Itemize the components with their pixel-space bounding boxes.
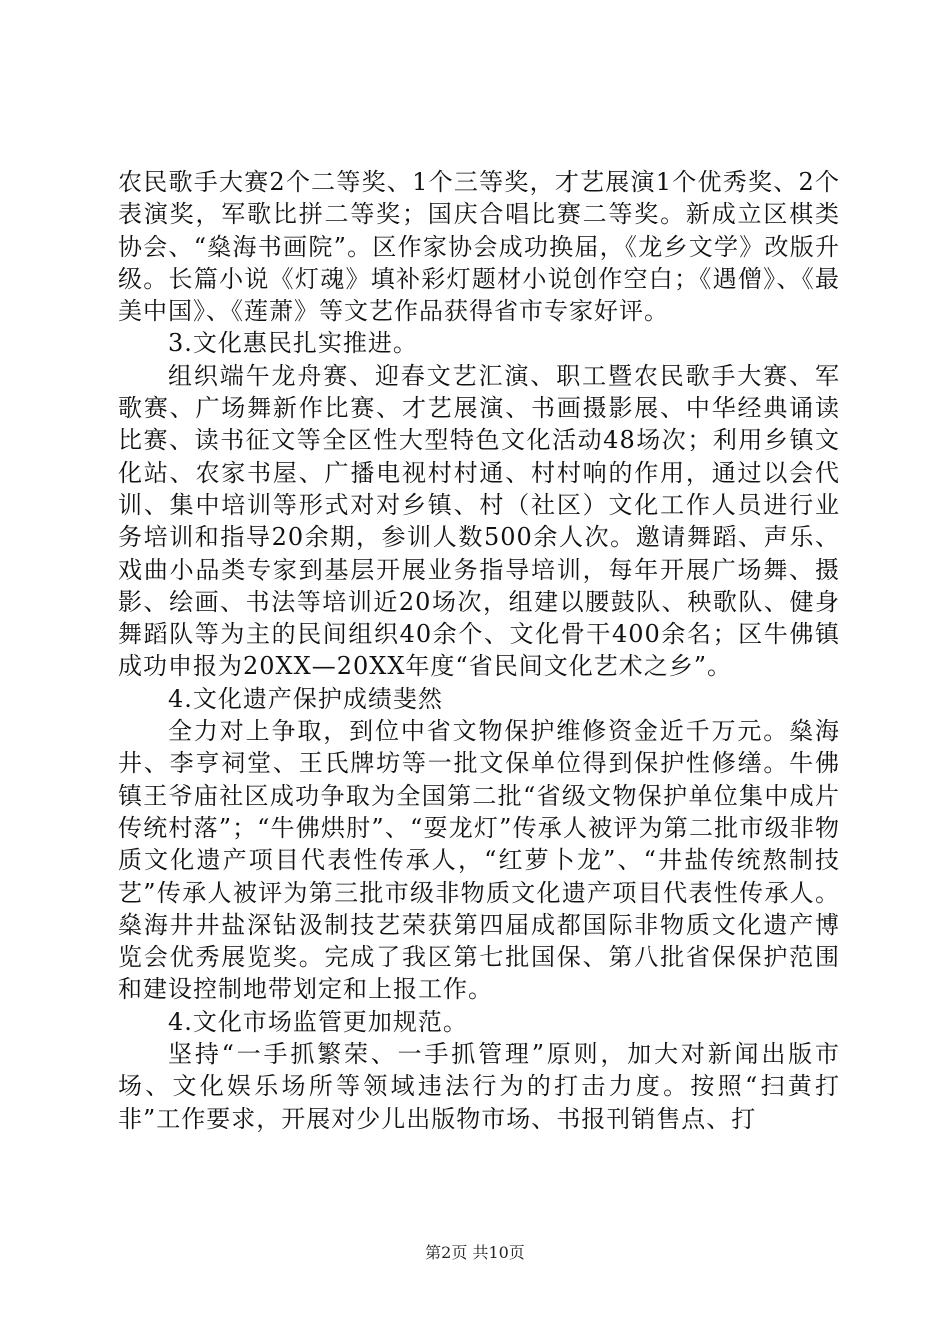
body-paragraph-3: 全力对上争取，到位中省文物保护维修资金近千万元。燊海井、李亨祠堂、王氏牌坊等一批文保单位得到保护性修缮。牛佛镇王爷庙社区成功争取为全国第二批“省级文物保护单位集中成片传统村落”；“牛佛烘肘”、“耍龙灯”传承人被评为第二批市级非物质文化遗产项目代表性传承人，“红萝卜龙”、“井盐传统熬制技艺”传承人被评为第三批市级非物质文化遗产项目代表性传承人。燊海井井盐深钻汲制技艺荣获第四届成都国际非物质文化遗产博览会优秀展览奖。完成了我区第七批国保、第八批省保保护范围和建设控制地带划定和上报工作。 <box>118 717 840 1004</box>
page-number-footer: 第2页 共10页 <box>425 1243 525 1262</box>
section-heading-4a: 4.文化遗产保护成绩斐然 <box>168 684 443 713</box>
body-paragraph-4: 坚持“一手抓繁荣、一手抓管理”原则，加大对新闻出版市场、文化娱乐场所等领域违法行为的打击力度。按照“扫黄打非”工作要求，开展对少儿出版物市场、书报刊销售点、打 <box>118 1040 840 1133</box>
body-paragraph-2: 组织端午龙舟赛、迎春文艺汇演、职工暨农民歌手大赛、军歌赛、广场舞新作比赛、才艺展演、书画摄影展、中华经典诵读比赛、读书征文等全区性大型特色文化活动48场次；利用乡镇文化站、农家书屋、广播电视村村通、村村响的作用，通过以会代训、集中培训等形式对对乡镇、村（社区）文化工作人员进行业务培训和指导20余期，参训人数500余人次。邀请舞蹈、声乐、戏曲小品类专家到基层开展业务指导培训，每年开展广场舞、摄影、绘画、书法等培训近20场次，组建以腰鼓队、秧歌队、健身舞蹈队等为主的民间组织40余个、文化骨干400余名；区牛佛镇成功申报为20XX—20XX年度“省民间文化艺术之乡”。 <box>118 361 840 681</box>
body-paragraph-1: 农民歌手大赛2个二等奖、1个三等奖，才艺展演1个优秀奖、2个表演奖，军歌比拼二等奖；国庆合唱比赛二等奖。新成立区棋类协会、“燊海书画院”。区作家协会成功换届，《龙乡文学》改版升级。长篇小说《灯魂》填补彩灯题材小说创作空白；《遇僧》、《最美中国》、《莲萧》等文艺作品获得省市专家好评。 <box>118 168 840 326</box>
section-heading-3: 3.文化惠民扎实推进。 <box>168 329 418 358</box>
document-body <box>118 166 840 1135</box>
section-heading-4b: 4.文化市场监管更加规范。 <box>168 1007 468 1036</box>
